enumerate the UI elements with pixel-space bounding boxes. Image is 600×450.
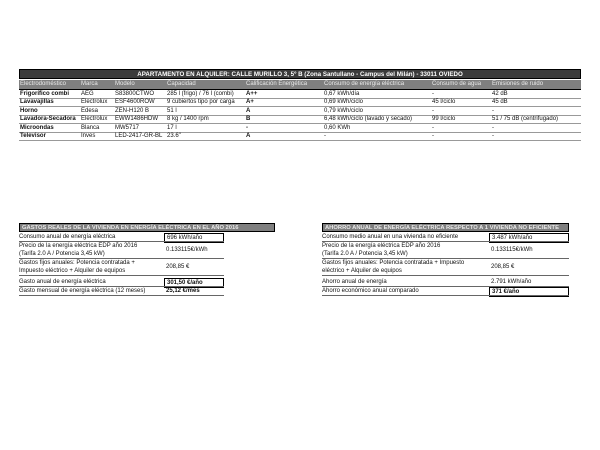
right-panel-heading: AHORRO ANUAL DE ENERGÍA ELÉCTRICA RESPECTO A 1 VIVIENDA NO EFICIENTE [322, 223, 569, 232]
table-cell-brand: AEG [81, 91, 94, 97]
table-cell-energy: 0,79 kWh/ciclo [324, 107, 364, 114]
panel-row-label: Precio de la energía eléctrica EDP año 2016 [19, 243, 138, 249]
column-header: Modelo [115, 81, 135, 87]
panel-row-value: 301,50 €/año [164, 278, 224, 288]
panel-row-label-cont: Impuesto eléctrico + Alquiler de equipos [19, 268, 126, 274]
panel-row-label: Consumo anual de energía eléctrica [19, 234, 116, 240]
column-header: Electrodoméstico [20, 81, 67, 87]
panel-row-label: Ahorro anual de energía [322, 279, 387, 285]
column-header: Capacidad [167, 81, 196, 87]
table-cell-model: ESF4600ROW [115, 99, 155, 106]
table-cell-noise: 45 dB [492, 99, 508, 106]
table-cell-water: - [432, 133, 434, 139]
table-cell-brand: Inves [81, 133, 96, 139]
panel-row-value: 0.133115€/kWh [491, 247, 533, 253]
table-cell-energy: 0,60 KWh [324, 124, 351, 131]
row-divider [19, 295, 224, 296]
table-cell-model: S83800CTWO [115, 91, 155, 97]
table-cell-rating: A [246, 133, 251, 139]
panel-row-label: Ahorro económico anual comparado [322, 288, 419, 294]
table-cell-capacity: 285 l (frigo) / 76 l (combi) [167, 91, 234, 97]
table-cell-name: Frigorífico combi [20, 91, 70, 97]
table-cell-brand: Blanca [81, 124, 100, 131]
panel-row-label: Gasto anual de energía eléctrica [19, 279, 106, 285]
table-cell-water: 45 l/ciclo [432, 99, 456, 106]
panel-row-value: 25,12 €/mes [166, 288, 200, 294]
row-divider [19, 275, 224, 276]
panel-row-value: 208,85 € [166, 264, 190, 270]
table-cell-water: - [432, 107, 434, 114]
page-title: APARTAMENTO EN ALQUILER: CALLE MURILLO 3, 5º B (Zona Santullano - Campus del Milán) - 33011 OVIEDO [19, 69, 581, 79]
table-cell-noise: 42 dB [492, 91, 508, 97]
table-cell-noise: - [492, 124, 494, 131]
table-cell-capacity: 8 kg / 1400 rpm [167, 116, 209, 123]
column-header: Consumo de agua [432, 81, 482, 87]
panel-row-label: Gastos fijos anuales: Potencia contratada + [19, 260, 135, 266]
panel-row-value: 2.791 kWh/año [491, 279, 532, 285]
panel-row-value: 696 kWh/año [164, 233, 224, 243]
table-header [19, 80, 581, 90]
row-divider [19, 140, 581, 141]
table-cell-model: EWW1486HDW [115, 116, 159, 123]
panel-row-label: Consumo medio anual en una vivienda no eficiente [322, 234, 459, 240]
table-cell-capacity: 9 cubiertos tipo por carga [167, 99, 235, 106]
panel-row-label-cont: eléctrico + Alquiler de equipos [322, 268, 402, 274]
table-cell-model: MW5717 [115, 124, 140, 131]
column-header: Consumo de energía eléctrica [324, 81, 405, 87]
column-header: Emisiones de ruido [492, 81, 544, 87]
panel-row-label: Gasto mensual de energía eléctrica (12 meses) [19, 288, 146, 294]
table-cell-rating: A++ [246, 91, 258, 97]
row-divider [322, 275, 569, 276]
panel-row-label: Precio de la energía eléctrica EDP año 2016 [322, 243, 441, 249]
table-cell-rating: - [246, 124, 248, 131]
panel-row-label-cont: (Tarifa 2.0 A / Potencia 3,45 kW) [19, 251, 105, 257]
column-header: Calificación Energética [246, 81, 308, 87]
table-cell-brand: Electrolux [81, 99, 108, 106]
column-header: Marca [81, 81, 98, 87]
table-cell-noise: - [492, 133, 494, 139]
table-cell-capacity: 17 l [167, 124, 177, 131]
table-cell-water: - [432, 91, 434, 97]
table-cell-rating: A+ [246, 99, 254, 106]
table-cell-energy: 0,69 kWh/ciclo [324, 99, 364, 106]
table-cell-name: Televisor [20, 133, 46, 139]
table-cell-rating: B [246, 116, 251, 123]
table-cell-energy: 6,48 kWh/ciclo (lavado y secado) [324, 116, 413, 123]
table-cell-energy: 0,67 kWh/día [324, 91, 360, 97]
left-panel-heading: GASTOS REALES DE LA VIVIENDA EN ENERGÍA ELÉCTRICA EN EL AÑO 2016 [19, 223, 275, 232]
table-cell-name: Lavavajillas [20, 99, 54, 106]
table-cell-rating: A [246, 107, 251, 114]
table-cell-name: Horno [20, 107, 38, 114]
panel-row-value: 208,85 € [491, 264, 515, 270]
panel-row-value: 0.133115€/kWh [166, 247, 208, 253]
table-cell-model: ZEN-H120 B [115, 107, 150, 114]
panel-row-value: 371 €/año [489, 287, 569, 297]
table-cell-brand: Electrolux [81, 116, 108, 123]
table-cell-energy: - [324, 133, 326, 139]
table-cell-name: Lavadora-Secadora [20, 116, 76, 123]
table-cell-water: - [432, 124, 434, 131]
table-cell-water: 99 l/ciclo [432, 116, 456, 123]
panel-row-label: Gastos fijos anuales: Potencia contratada + Impuesto [322, 260, 465, 266]
table-cell-name: Microondas [20, 124, 54, 131]
table-cell-noise: - [492, 107, 494, 114]
table-cell-brand: Edesa [81, 107, 99, 114]
panel-row-value: 3.487 kWh/año [489, 233, 569, 243]
panel-row-label-cont: (Tarifa 2.0 A / Potencia 3,45 kW) [322, 251, 408, 257]
table-cell-model: LED-2417-GR-BL [115, 133, 163, 139]
row-divider [322, 295, 569, 296]
table-cell-capacity: 23.6" [167, 133, 181, 139]
table-cell-noise: 51 / 75 dB (centrifugado) [492, 116, 559, 123]
table-cell-capacity: 51 l [167, 107, 177, 114]
